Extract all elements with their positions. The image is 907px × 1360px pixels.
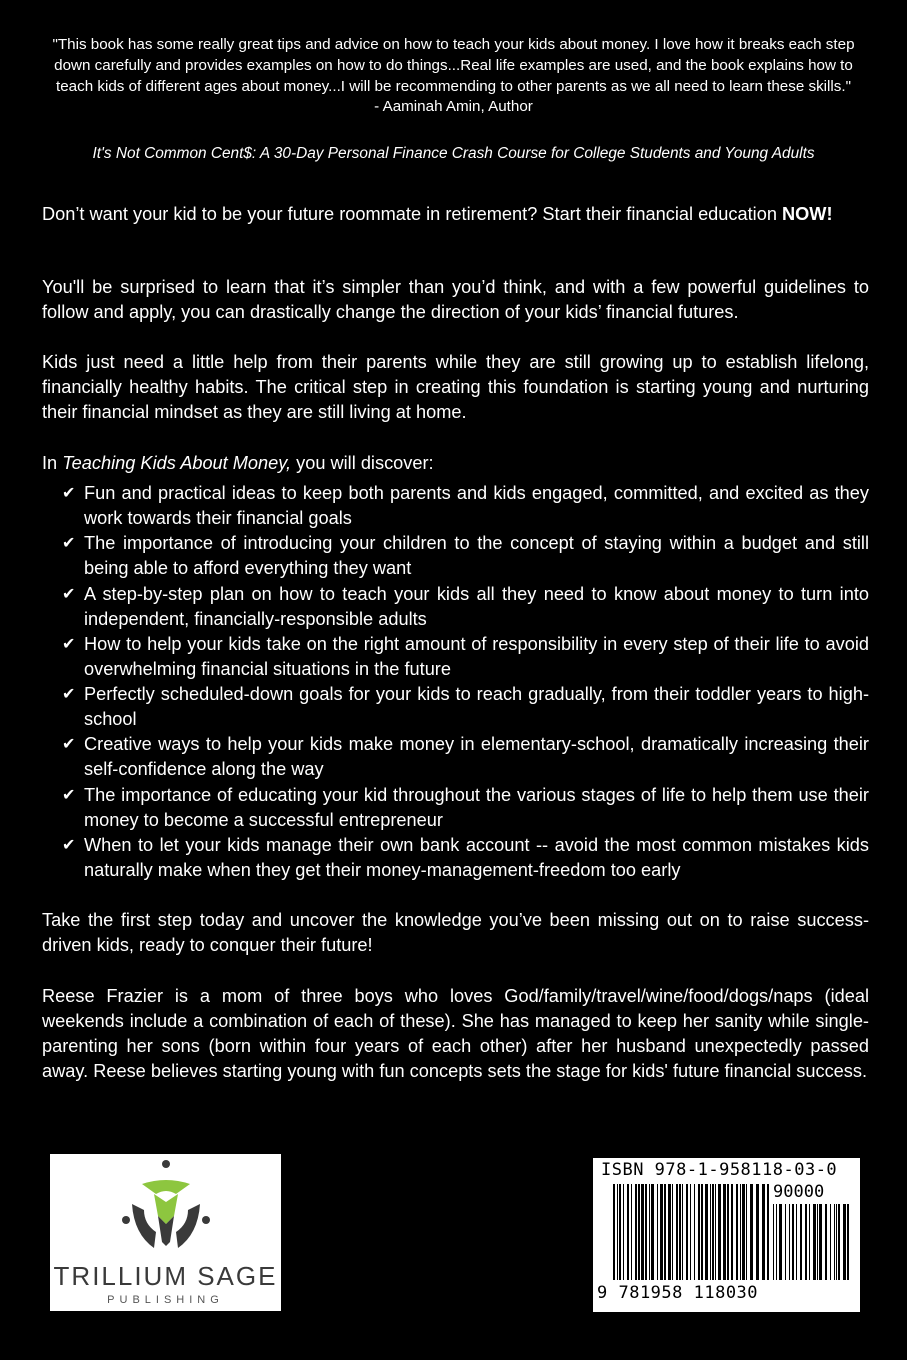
list-item: [62, 732, 869, 782]
barcode-bar: [694, 1184, 695, 1280]
barcode-bar: [672, 1184, 673, 1280]
list-item-text: Creative ways to help your kids make money in elementary-school, dramatically increasing their self-confidence along the way: [84, 734, 869, 780]
review-source-title: It's Not Common Cent$: A 30-Day Personal Finance Crash Course for College Students and Young Adults: [92, 145, 815, 162]
barcode-bar: [809, 1204, 810, 1280]
review-attribution: - Aaminah Amin, Author: [374, 98, 533, 116]
barcode-bar: [701, 1184, 703, 1280]
list-item-text: A step-by-step plan on how to teach your kids all they need to know about money to turn into independent, financially-responsible adults: [84, 583, 869, 629]
list-item: [62, 531, 869, 581]
barcode-bar: [635, 1184, 637, 1280]
check-icon: ✔: [62, 736, 76, 754]
barcode-bar: [660, 1184, 663, 1280]
barcode-bar: [619, 1184, 621, 1280]
barcode-bar: [834, 1204, 835, 1280]
barcode-bar: [838, 1204, 840, 1280]
publisher-name: TRILLIUM SAGE: [53, 1261, 278, 1291]
barcode-bar: [718, 1184, 721, 1280]
trillium-emblem-icon: [50, 1154, 281, 1264]
barcode-bar: [712, 1184, 714, 1280]
barcode-bar: [762, 1184, 765, 1280]
barcode-bar: [776, 1204, 777, 1280]
price-code: 90000: [773, 1182, 825, 1202]
check-icon: ✔: [62, 535, 76, 553]
intro-paragraph: [42, 202, 869, 227]
list-item-text: Fun and practical ideas to keep both parents and kids engaged, committed, and excited as they work towards their financial goals: [84, 483, 869, 528]
barcode-bar: [679, 1184, 681, 1280]
list-item: [62, 481, 869, 531]
barcode-bar: [740, 1184, 741, 1280]
barcode-bar: [789, 1204, 790, 1280]
barcode-bar: [668, 1184, 671, 1280]
barcode-bar: [750, 1184, 753, 1280]
review-quote: [40, 35, 867, 118]
book-title: Teaching Kids About Money,: [62, 453, 292, 473]
intro-emphasis: NOW!: [782, 204, 833, 224]
barcode-bar: [641, 1184, 644, 1280]
barcode-bar: [843, 1204, 846, 1280]
barcode-bar: [736, 1184, 738, 1280]
barcode-bar: [723, 1184, 726, 1280]
barcode-bar: [825, 1204, 827, 1280]
author-bio: Reese Frazier is a mom of three boys who loves God/family/travel/wine/food/dogs/naps (ideal weekends include a combination of each of these). She has managed to keep her sanity while single-parenting her sons (born within four years of each other) after her husband unexpectedly passed away. Reese believes starting young with fun concepts sets the stage for kids' future financial success.: [42, 986, 869, 1081]
barcode-bar: [664, 1184, 666, 1280]
barcode-bar: [657, 1184, 658, 1280]
barcode-bar: [767, 1184, 769, 1280]
habits-paragraph: Kids just need a little help from their parents while they are still growing up to establish lifelong, financially healthy habits. The critical step in creating this foundation is starting young and nurturing their financial mindset as they are still living at home.: [42, 352, 869, 422]
list-item-text: Perfectly scheduled-down goals for your kids to reach gradually, from their toddler years to high-school: [84, 684, 869, 730]
discover-heading: [42, 451, 869, 476]
check-icon: ✔: [62, 585, 76, 603]
barcode-bar: [705, 1184, 708, 1280]
publisher-logo: [50, 1154, 281, 1311]
barcode-bar: [847, 1204, 849, 1280]
barcode-bar: [819, 1204, 822, 1280]
barcode-bar: [613, 1184, 615, 1280]
barcode-bar: [627, 1184, 629, 1280]
list-item-text: How to help your kids take on the right amount of responsibility in every step of their life to avoid overwhelming financial situations in the future: [84, 633, 869, 679]
ean-digits: 9 781958 118030: [597, 1283, 759, 1303]
barcode-bar: [727, 1184, 729, 1280]
list-item: [62, 582, 869, 632]
check-icon: ✔: [62, 485, 76, 502]
barcode-bar: [649, 1184, 650, 1280]
list-item-text: The importance of educating your kid throughout the various stages of life to help them use their money to become a successful entrepreneur: [84, 784, 869, 830]
list-item: [62, 682, 869, 732]
barcode-bar: [686, 1184, 688, 1280]
barcode-bar: [813, 1204, 816, 1280]
barcode-bar: [690, 1184, 691, 1280]
publisher-subtitle: PUBLISHING: [107, 1294, 224, 1306]
list-item-text: When to let your kids manage their own bank account -- avoid the most common mistakes kids naturally make when they get their money-management-freedom too early: [84, 835, 869, 881]
check-icon: ✔: [62, 837, 76, 855]
barcode-bar: [746, 1184, 747, 1280]
barcode-bar: [830, 1204, 831, 1280]
barcode-bar: [676, 1184, 678, 1280]
barcode-bar: [682, 1184, 683, 1280]
list-item: [62, 783, 869, 833]
call-to-action: Take the first step today and uncover the knowledge you’ve been missing out on to raise success-driven kids, ready to conquer their future!: [42, 910, 869, 955]
barcode-bar: [645, 1184, 647, 1280]
barcode-bar: [742, 1184, 745, 1280]
barcode-bar: [710, 1184, 711, 1280]
barcode-bar: [617, 1184, 618, 1280]
discover-prefix: In: [42, 453, 63, 473]
barcode-bar: [698, 1184, 700, 1280]
check-icon: ✔: [62, 686, 76, 704]
barcode-bar: [785, 1204, 786, 1280]
barcode-bar: [836, 1204, 837, 1280]
barcode-bar: [792, 1204, 794, 1280]
barcode-bar: [756, 1184, 759, 1280]
discover-suffix: you will discover:: [291, 453, 434, 473]
barcode-bar: [715, 1184, 716, 1280]
barcode-bar: [731, 1184, 733, 1280]
barcode-bar: [817, 1204, 818, 1280]
barcode-bar: [779, 1204, 782, 1280]
barcode-bar: [638, 1184, 640, 1280]
barcode-bar: [773, 1204, 774, 1280]
barcode-bar: [796, 1204, 797, 1280]
benefit-list: [62, 481, 869, 883]
review-text: "This book has some really great tips and advice on how to teach your kids about money. I love how it breaks each step down carefully and provides examples on how to do things...Real life examples are used, and the book explains how to teach kids of different ages about money...I will be recommending to other parents as we all need to learn these skills.": [52, 36, 855, 95]
barcode-bar: [623, 1184, 624, 1280]
isbn-barcode: [593, 1158, 860, 1312]
barcode-bar: [805, 1204, 807, 1280]
list-item: [62, 632, 869, 682]
list-item-text: The importance of introducing your children to the concept of staying within a budget and still being able to afford everything they want: [84, 533, 869, 579]
list-item: [62, 833, 869, 883]
isbn-number: ISBN 978-1-958118-03-0: [601, 1160, 838, 1180]
intro-text: Don’t want your kid to be your future roommate in retirement? Start their financial education: [42, 204, 782, 224]
barcode-bar: [631, 1184, 632, 1280]
check-icon: ✔: [62, 635, 76, 653]
barcode-bar: [800, 1204, 802, 1280]
simpler-paragraph: You'll be surprised to learn that it’s simpler than you’d think, and with a few powerful guidelines to follow and apply, you can drastically change the direction of your kids’ financial futures.: [42, 277, 869, 322]
barcode-bar: [651, 1184, 654, 1280]
check-icon: ✔: [62, 786, 76, 804]
